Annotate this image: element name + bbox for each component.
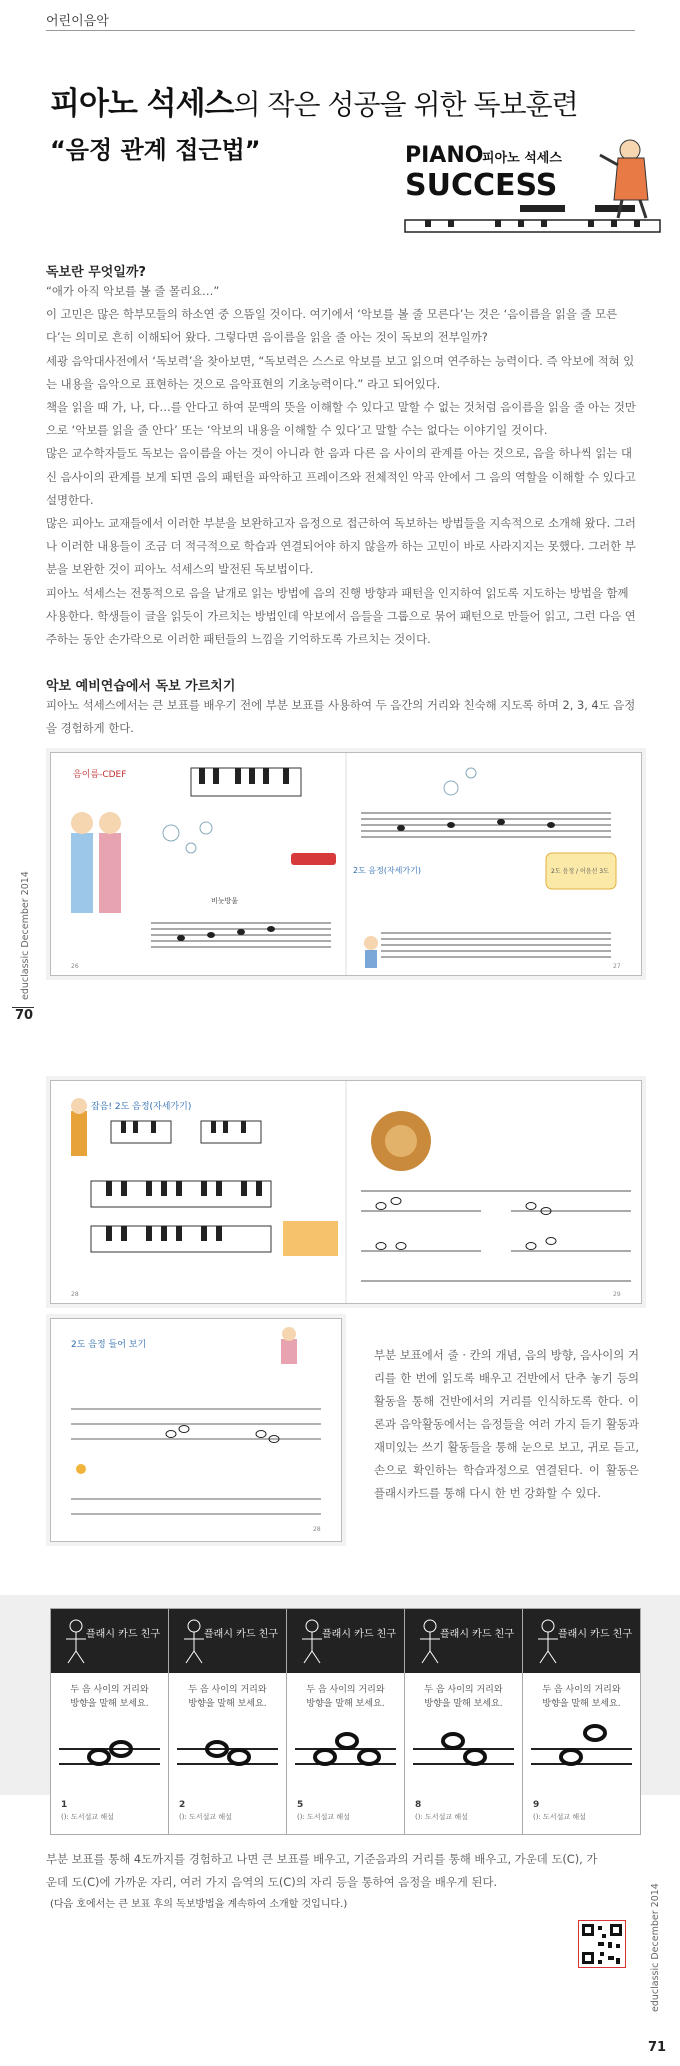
card-question: 두 음 사이의 거리와 (70, 1685, 149, 1695)
card-question: 방향을 말해 보세요. (70, 1699, 149, 1709)
interval-staff (51, 1719, 168, 1779)
card-question: 방향을 말해 보세요. (306, 1699, 385, 1709)
article-title (50, 78, 578, 123)
card-question: 방향을 말해 보세요. (188, 1699, 267, 1709)
dancer-illustration-icon (364, 936, 378, 968)
section2-body: 피아노 석세스에서는 큰 보표를 배우기 전에 부분 보표를 사용하여 두 음간의 거리와 친숙해 지도록 하며 2, 3, 4도 음정을 경험하게 한다. (46, 698, 636, 736)
child-illustration-icon (71, 812, 121, 913)
logo-piano-text: PIANO (405, 143, 484, 168)
interval-staff (523, 1719, 640, 1779)
card-answer: (): 도서설교 해설 (179, 1813, 232, 1821)
spread2-title: 잡음! 2도 음정(자세가기) (91, 1102, 192, 1112)
interval-staff (169, 1719, 286, 1779)
paragraph: 많은 교수학자들도 독보는 음이름을 아는 것이 아니라 한 음과 다른 음 사이의 관계를 아는 것으로, 음을 하나씩 읽는 대신 음사이의 관계를 보게 되면 음의 패턴을 파악하고 프레이즈와 전체적인 악곡 안에서 그 음의 역할을 이해할 수 있다고 설명한다. (46, 446, 636, 507)
paragraph: 많은 피아노 교재들에서 이러한 부분을 보완하고자 음정으로 접근하여 독보하는 방법들을 지속적으로 소개해 왔다. 그러나 이러한 내용들이 조금 더 적극적으로 학습과 연결되어야 하지 않을까 하는 고민이 바로 사라지지는 못했다. 그러한 부분을 보완한 것이 피아노 석세스의 발전된 독보법이다. (46, 516, 636, 577)
page-number-rule (12, 1007, 34, 1008)
child-illustration-icon (71, 1098, 87, 1156)
paragraph: “애가 아직 악보를 볼 줄 몰리요…” (46, 284, 220, 298)
card-answer: (): 도서설교 해설 (297, 1813, 350, 1821)
textbook-spread-2 (50, 1080, 642, 1304)
card-title: 플래시 카드 친구 (204, 1629, 278, 1640)
textbook-page-3 (50, 1318, 342, 1542)
card-question: 방향을 말해 보세요. (542, 1699, 621, 1709)
card-question: 두 음 사이의 거리와 (188, 1685, 267, 1695)
spread3-page: 28 (313, 1526, 321, 1533)
page-number-left: 70 (15, 1008, 34, 1023)
flash-card (50, 1608, 169, 1835)
side-magazine-label-left: educlassic December 2014 (20, 871, 31, 1000)
paragraph: 피아노 석세스는 전통적으로 음을 낱개로 읽는 방법에 음의 진행 방향과 패턴을 인지하여 읽도록 지도하는 방법을 함께 사용한다. 학생들이 글을 읽듯이 가르치는 방법인데 악보에서 음들을 그룹으로 묶어 패턴으로 만들어 읽고, 그런 다음 연주하는 동안 손가락으로 이러한 패턴들의 느낌을 기억하도록 가르치는 것이다. (46, 585, 636, 647)
spread1-right-title: 2도 음정(자세가기) (353, 866, 421, 875)
card-answer: (): 도서설교 해설 (415, 1813, 468, 1821)
next-issue-note: (다음 호에서는 큰 보표 후의 독보방법을 계속하여 소개할 것입니다.) (50, 1899, 348, 1910)
paragraph: 세광 음악대사전에서 ‘독보력’을 찾아보면, “독보력은 스스로 악보를 보고 읽으며 연주하는 능력이다. 즉 악보에 적혀 있는 내용을 음악으로 표현하는 것으로 음악표현의 기초능력이다.” 라고 되어있다. (46, 353, 635, 391)
spread2-page-left: 28 (71, 1291, 79, 1298)
category-label: 어린이음악 (46, 14, 109, 29)
logo-success-text: SUCCESS (405, 168, 558, 203)
flash-card (522, 1608, 641, 1835)
page-number-right: 71 (648, 2040, 667, 2055)
article-subtitle: “음정 관계 접근법” (50, 136, 261, 164)
card-title: 플래시 카드 친구 (440, 1629, 514, 1640)
qr-code-icon[interactable] (578, 1920, 626, 1968)
lion-illustration-icon (371, 1111, 431, 1171)
textbook-spread-1 (50, 752, 642, 976)
card-question: 두 음 사이의 거리와 (424, 1685, 503, 1695)
card-title: 플래시 카드 친구 (558, 1629, 632, 1640)
section-heading-preliminary: 악보 예비연습에서 독보 가르치기 (46, 679, 236, 694)
section1-body (46, 280, 641, 651)
card-title: 플래시 카드 친구 (86, 1629, 160, 1640)
spread1-badge: 2도 음정 / 이음선 3도 (551, 868, 609, 875)
logo-korean-text: 피아노 석세스 (482, 151, 562, 166)
card-question: 방향을 말해 보세요. (424, 1699, 503, 1709)
spread2-page-right: 29 (613, 1291, 621, 1298)
title-bold: 피아노 석세스 (50, 86, 234, 122)
activity-paragraph: 부분 보표에서 줄 · 칸의 개념, 음의 방향, 음사이의 거리를 한 번에 읽도록 배우고 건반에서 단추 놓기 등의 활동을 통해 건반에서의 거리를 인식하도록 한다. 이론과 음악활동에서는 음정들을 여러 가지 듣기 활동과 재미있는 쓰기 활동들을 통해 눈으로 보고, 귀로 듣고, 손으로 확인하는 학습과정으로 연결된다. 이 활동은 플래시카드를 통해 다시 한 번 강화할 수 있다. (374, 1348, 639, 1500)
card-number: 5 (297, 1800, 304, 1810)
card-number: 1 (61, 1800, 68, 1810)
paragraph: 책을 읽을 때 가, 나, 다…를 안다고 하여 문맥의 뜻을 이해할 수 있다고 말할 수 없는 것처럼 음이름을 읽을 줄 아는 것만으로 ‘악보를 읽을 줄 안다’ 또는 ‘악보의 내용을 이해할 수 있다’고 말할 수는 없다는 이야기일 것이다. (46, 400, 636, 438)
flash-card (286, 1608, 405, 1835)
child-illustration-icon (281, 1327, 297, 1364)
paragraph: 이 고민은 많은 학부모들의 하소연 중 으뜸일 것이다. 여기에서 ‘악보를 볼 줄 모른다’는 것은 ‘음이름을 읽을 줄 모른다’는 의미로 흔히 이해되어 왔다. 그렇다면 음이름을 읽을 줄 아는 것이 독보의 전부일까? (46, 307, 618, 345)
spread1-page-left: 26 (71, 963, 79, 970)
spread1-left-title: 음이름-CDEF (73, 770, 127, 780)
spread1-left-caption: 비눗방울 (211, 897, 239, 905)
logo-keyboard-icon (405, 205, 660, 232)
section-heading-what-is-reading: 독보란 무엇일까? (46, 265, 146, 280)
title-rest: 의 작은 성공을 위한 독보훈련 (233, 88, 578, 121)
card-number: 8 (415, 1800, 422, 1810)
keyboard-icon (191, 768, 301, 796)
card-title: 플래시 카드 친구 (322, 1629, 396, 1640)
flash-card (404, 1608, 523, 1835)
card-number: 9 (533, 1800, 540, 1810)
interval-staff (405, 1719, 522, 1779)
side-magazine-label-right: educlassic December 2014 (650, 1883, 661, 2012)
staff (151, 813, 611, 957)
card-answer: (): 도서설교 해설 (61, 1813, 114, 1821)
card-answer: (): 도서설교 해설 (533, 1813, 586, 1821)
top-divider (46, 30, 635, 31)
flash-card (168, 1608, 287, 1835)
card-question: 두 음 사이의 거리와 (306, 1685, 385, 1695)
closing-paragraph: 부분 보표를 통해 4도까지를 경험하고 나면 큰 보표를 배우고, 기준음과의 거리를 통해 배우고, 가운데 도(C), 가운데 도(C)에 가까운 자리, 여러 가지 음역의 도(C)의 자리 등을 통하여 음정을 배우게 된다. (46, 1852, 598, 1890)
card-number: 2 (179, 1800, 186, 1810)
card-question: 두 음 사이의 거리와 (542, 1685, 621, 1695)
piano-success-logo (400, 130, 680, 240)
interval-staff (287, 1719, 404, 1779)
spread1-page-right: 27 (613, 963, 621, 970)
spread3-title: 2도 음정 들어 보기 (71, 1340, 147, 1350)
